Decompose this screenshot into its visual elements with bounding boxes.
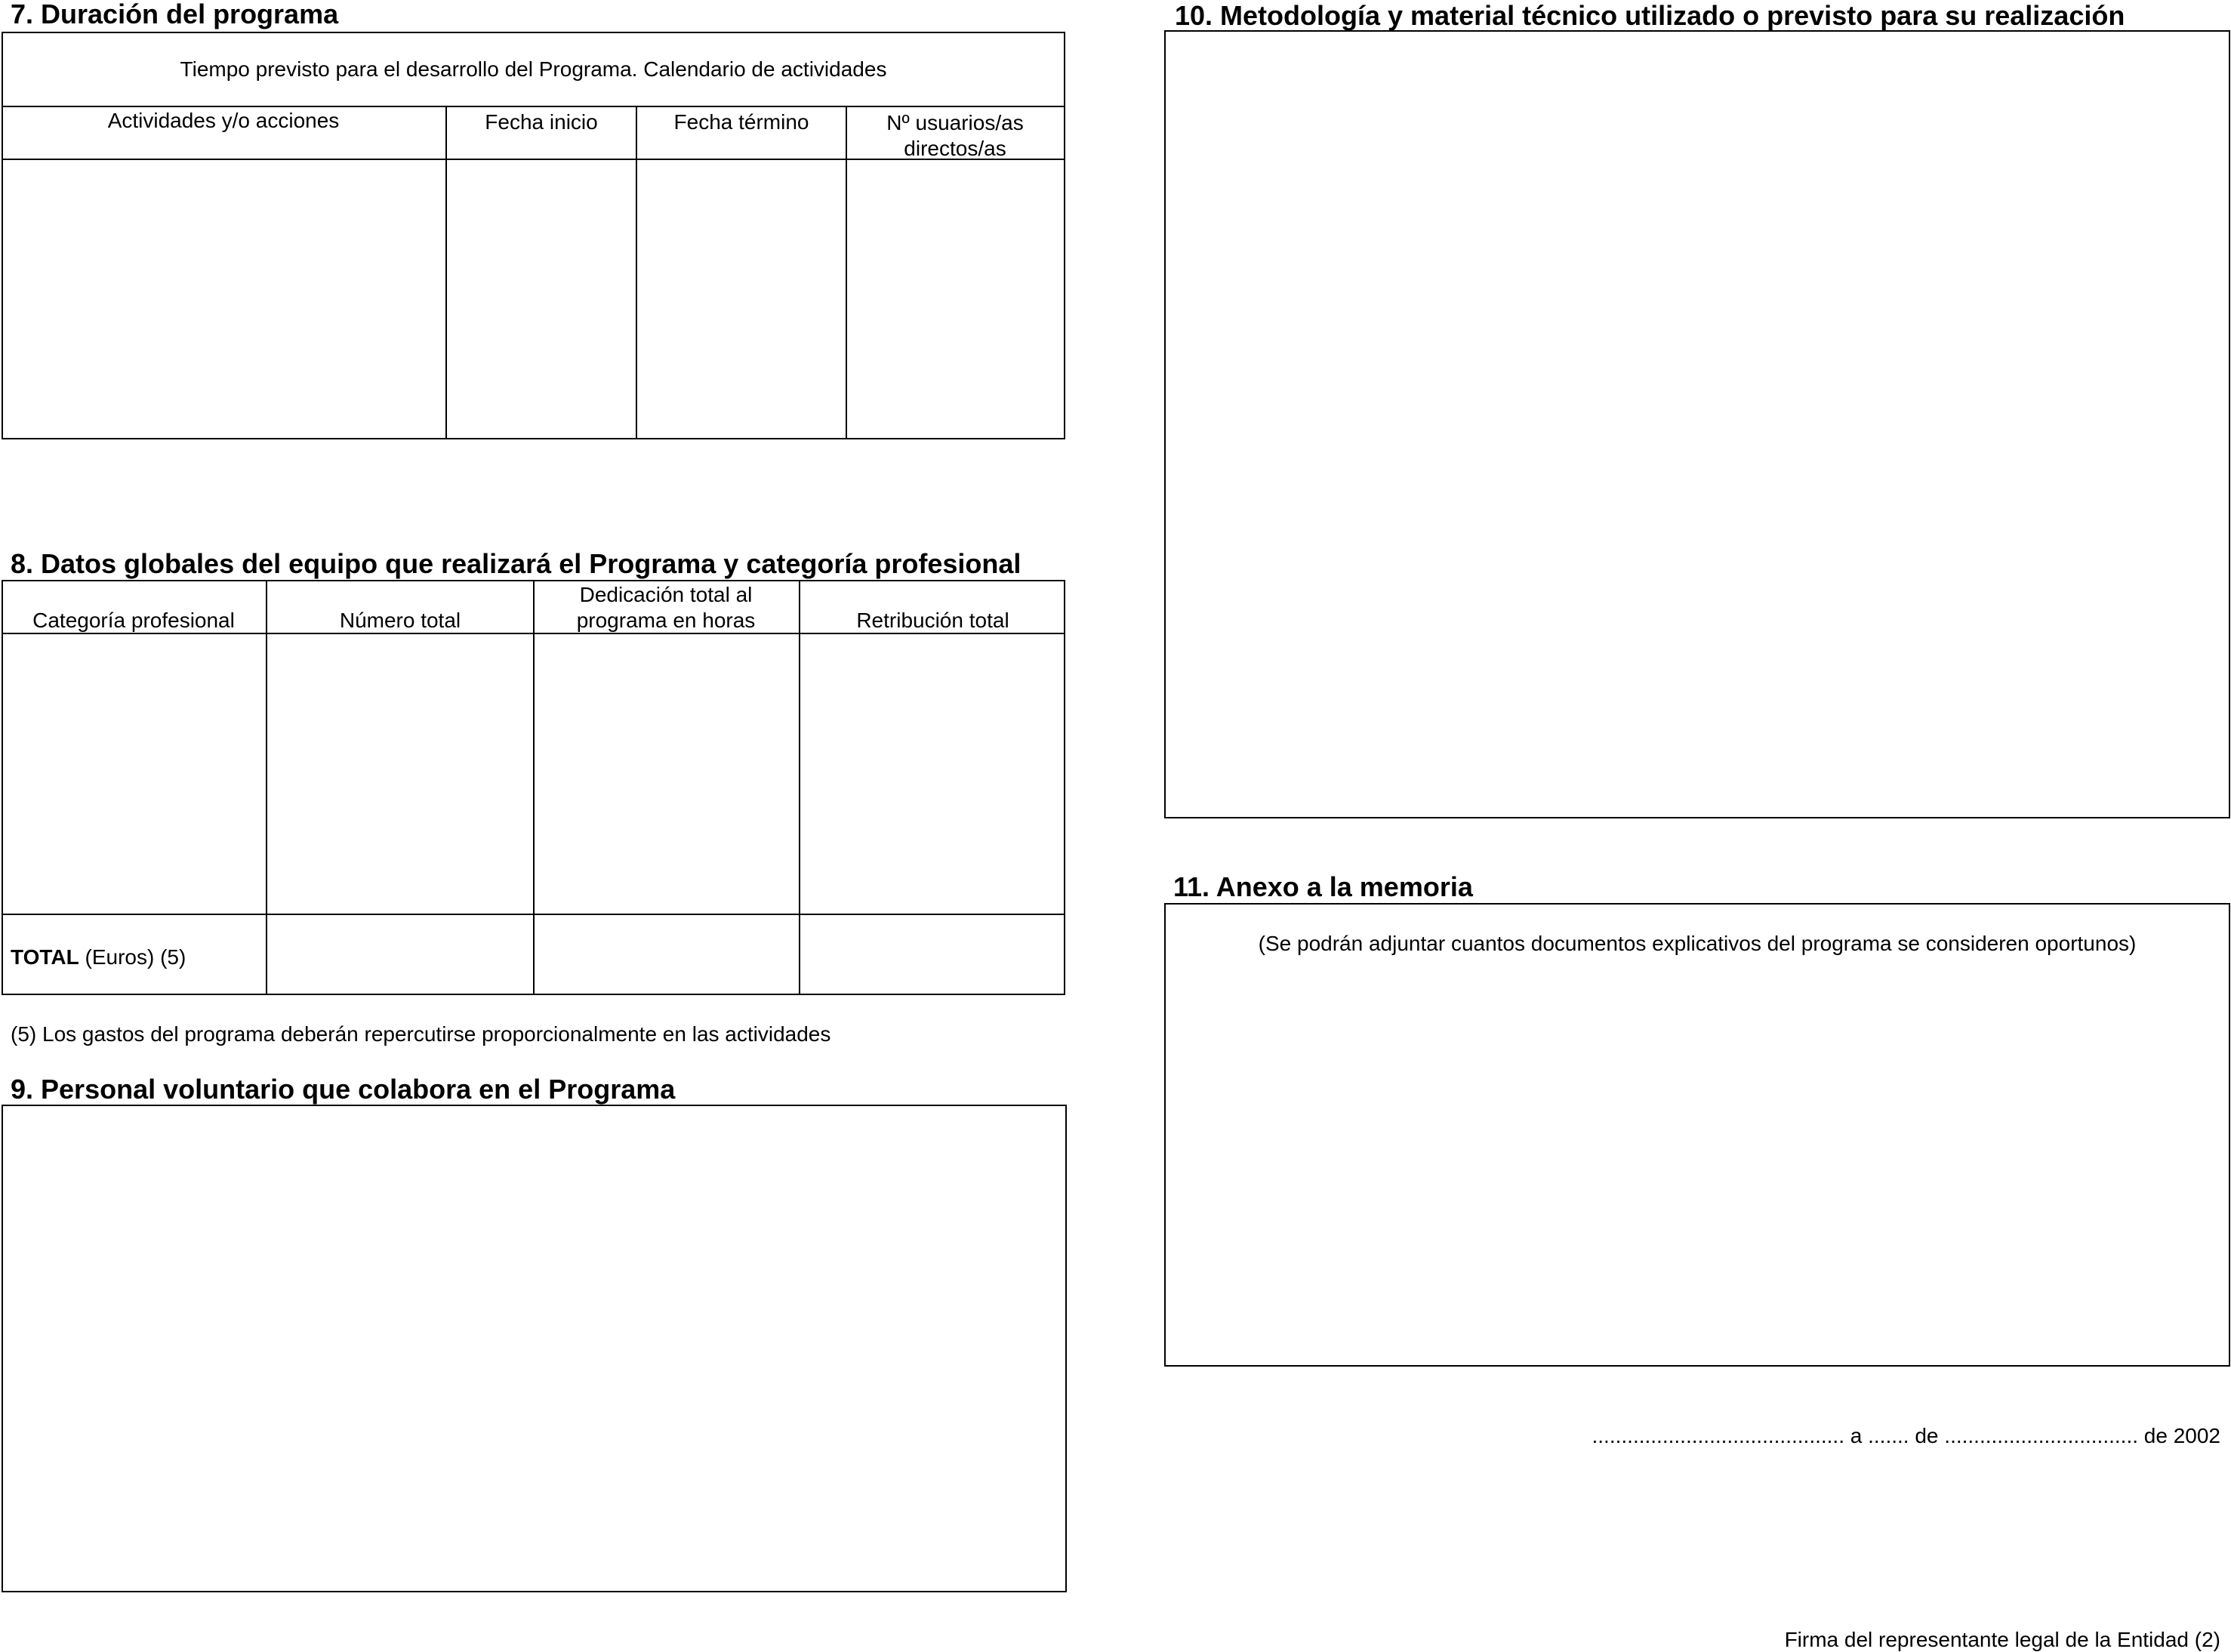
total-label: TOTAL xyxy=(11,945,79,969)
duration-table xyxy=(2,32,1065,439)
col-remuneration-header: Retribución total xyxy=(856,609,1009,632)
col-number-header: Número total xyxy=(339,609,461,632)
footnote-5: (5) Los gastos del programa deberán repercutirse proporcionalmente en las actividades xyxy=(11,1022,831,1046)
volunteers-box xyxy=(2,1105,1067,1592)
col-start-date-header: Fecha inicio xyxy=(485,110,598,134)
section-10-heading: 10. Metodología y material técnico utilizado o previsto para su realización xyxy=(1175,0,2125,31)
duration-table-banner: Tiempo previsto para el desarrollo del Programa. Calendario de actividades xyxy=(180,57,887,81)
total-suffix: (Euros) (5) xyxy=(85,945,186,969)
signature-caption: Firma del representante legal de la Entidad (2) xyxy=(1784,1628,2220,1651)
section-7-heading: 7. Duración del programa xyxy=(11,0,339,29)
annex-note: (Se podrán adjuntar cuantos documentos explicativos del programa se consideren oportunos) xyxy=(1258,932,2137,955)
section-8-heading: 8. Datos globales del equipo que realizará el Programa y categoría profesional xyxy=(11,548,1022,579)
col-category-header: Categoría profesional xyxy=(32,609,235,632)
signature-date-line: ........................................... a ....... de ................................. de 2002 xyxy=(1592,1424,2220,1447)
col-direct-users-header: Nº usuarios/as directos/as xyxy=(886,111,1024,160)
col-hours-header: Dedicación total al programa en horas xyxy=(576,583,756,632)
section-9-heading: 9. Personal voluntario que colabora en el Programa xyxy=(11,1074,676,1105)
annex-box xyxy=(1164,903,2230,1367)
section-11-heading: 11. Anexo a la memoria xyxy=(1173,871,1473,902)
col-activities-header: Actividades y/o acciones xyxy=(107,109,340,132)
methodology-box xyxy=(1164,30,2230,818)
total-row-label xyxy=(11,945,186,969)
col-end-date-header: Fecha término xyxy=(673,110,809,134)
